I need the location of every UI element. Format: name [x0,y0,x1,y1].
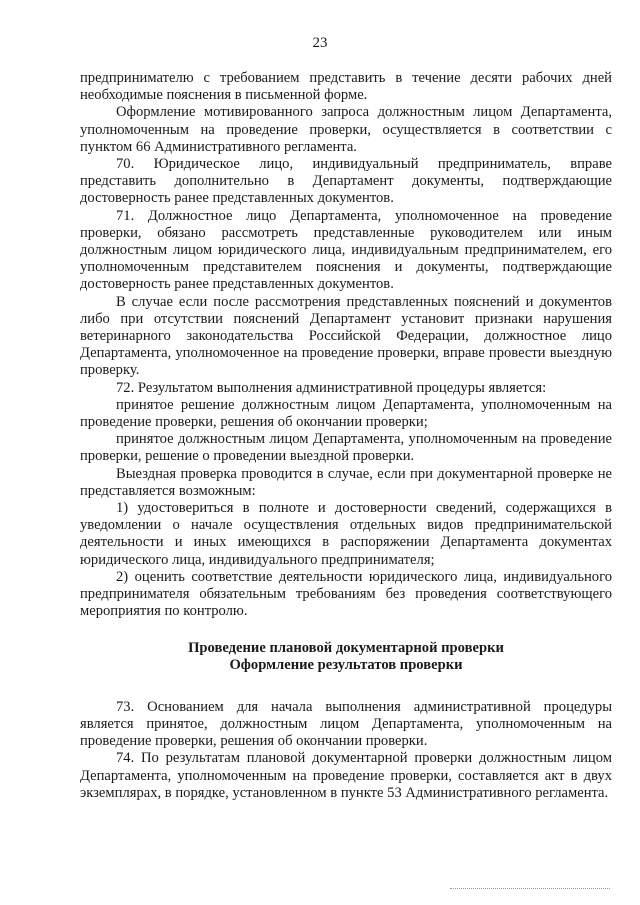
paragraph: 72. Результатом выполнения административной процедуры является: [116,379,547,396]
paragraph: принятое решение должностным лицом Департамента, уполномоченным на проведение проверки, решения об окончании проверки; [80,396,612,431]
paragraph: 74. По результатам плановой документарной проверки должностным лицом Департамента, уполномоченным на проведение проверки, составляется акт в двух экземплярах, в порядке, установленном в пункте 53 Административного регламента. [80,750,612,801]
paragraphs-before-heading [80,70,612,621]
paragraph: 71. Должностное лицо Департамента, уполномоченное на проведение проверки, обязано рассмотреть представленные руководителем или иным должностным лицом юридического лица, индивидуальным предпринимателем, его уполномоченным представителем пояснения и документы, подтверждающие достоверность ранее представленных документов. [80,207,612,293]
footer-dotted-line [450,888,610,889]
heading-line-1: Проведение плановой документарной проверки [188,639,504,656]
paragraph: 1) удостовериться в полноте и достоверности сведений, содержащихся в уведомлении о начале осуществления отдельных видов предпринимательской деятельности и иных имеющихся в распоряжении Департамента документах юридического лица, индивидуального предпринимателя; [80,500,612,568]
section-heading [80,640,612,675]
paragraph: В случае если после рассмотрения представленных пояснений и документов либо при отсутствии пояснений Департамент установит признаки нарушения ветеринарного законодательства Российской Федерации, должностное лицо Департамента, уполномоченное на проведение проверки, вправе провести выездную проверку. [80,293,612,379]
paragraph: Оформление мотивированного запроса должностным лицом Департамента, уполномоченным на проведение проверки, осуществляется в соответствии с пунктом 66 Административного регламента. [80,104,612,155]
body-text [80,70,612,802]
paragraphs-after-heading [80,699,612,802]
paragraph: 70. Юридическое лицо, индивидуальный предприниматель, вправе представить дополнительно в Департамент документы, подтверждающие достоверность ранее представленных документов. [80,156,612,207]
paragraph: предпринимателю с требованием представить в течение десяти рабочих дней необходимые пояснения в письменной форме. [80,70,612,104]
paragraph: принятое должностным лицом Департамента, уполномоченным на проведение проверки, решение о проведении выездной проверки. [80,431,612,465]
paragraph: 2) оценить соответствие деятельности юридического лица, индивидуального предпринимателя обязательным требованиям без проведения соответствующего мероприятия по контролю. [80,568,612,620]
paragraph: Выездная проверка проводится в случае, если при документарной проверке не представляется возможным: [80,465,612,499]
paragraph: 73. Основанием для начала выполнения административной процедуры является принятое, должностным лицом Департамента, уполномоченным на проведение проверки, решения об окончании проверки. [80,698,612,750]
heading-line-2: Оформление результатов проверки [229,657,463,674]
page-number: 23 [312,35,328,51]
